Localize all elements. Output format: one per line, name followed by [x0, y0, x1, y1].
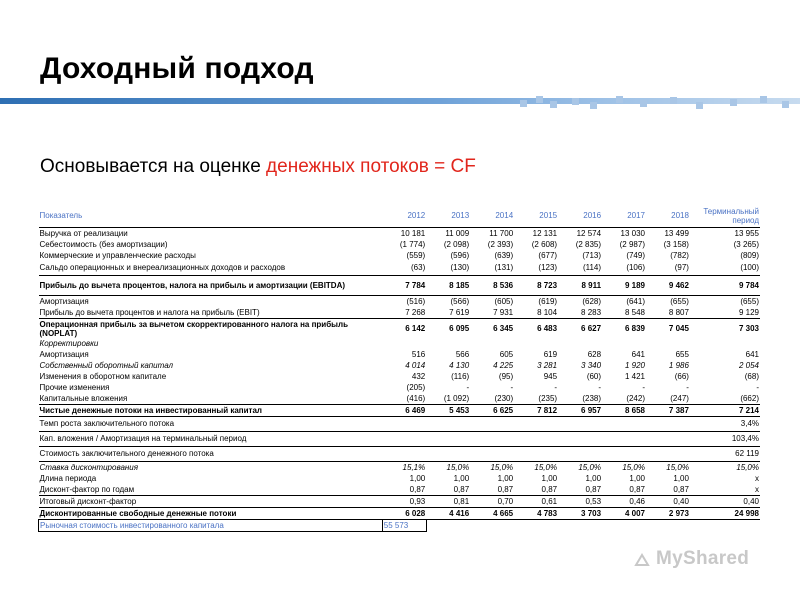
table-row: [39, 296, 761, 308]
row-label: Капитальные вложения: [39, 393, 128, 403]
empty-cell: [558, 520, 602, 532]
subtitle-prefix: Основывается на оценке: [40, 156, 267, 177]
row-value: (68): [744, 371, 759, 381]
row-value: 605: [499, 349, 514, 359]
row-value: 8 658: [602, 405, 646, 417]
header-year-2018: 2018: [646, 205, 690, 228]
row-value: 6 028: [382, 508, 426, 520]
row-value: 15,0%: [470, 462, 514, 474]
row-value: [558, 432, 602, 447]
row-label: Дисконтированные свободные денежные потоки: [39, 508, 383, 520]
empty-cell: [646, 520, 690, 532]
band-square: [782, 101, 789, 108]
row-value: (238): [582, 393, 602, 403]
table-row: [39, 473, 761, 484]
row-value: 11 700: [489, 228, 514, 238]
row-value: [558, 447, 602, 462]
row-value: 1 920: [624, 360, 645, 370]
row-value: 13 955: [734, 228, 759, 238]
row-value: [382, 447, 426, 462]
row-value: 1,00: [497, 473, 514, 483]
row-value: 15,1%: [382, 462, 426, 474]
table-row: [39, 484, 761, 496]
row-value: -: [756, 382, 759, 392]
row-value: 62 119: [690, 447, 760, 462]
row-value: 566: [455, 349, 470, 359]
table-row: [39, 508, 761, 520]
row-value: 15,0%: [426, 462, 470, 474]
row-value: [470, 432, 514, 447]
row-value: [470, 417, 514, 432]
row-value: 641: [745, 349, 759, 359]
row-value: (619): [514, 296, 558, 308]
decorative-band: [0, 94, 800, 108]
row-value: 0,93: [382, 496, 426, 508]
row-value: (1 092): [443, 393, 470, 403]
row-value: [646, 432, 690, 447]
row-value: 3 340: [581, 360, 602, 370]
row-value: [514, 447, 558, 462]
row-value: 2 054: [738, 360, 759, 370]
watermark-logo: [628, 548, 763, 570]
row-value: (63): [411, 263, 426, 272]
row-value: [514, 338, 558, 349]
band-square: [536, 96, 543, 103]
header-year-2013: 2013: [426, 205, 470, 228]
row-label: Кап. вложения / Амортизация на терминальный период: [39, 432, 383, 447]
header-year-2012: 2012: [382, 205, 426, 228]
row-value: -: [642, 382, 645, 392]
band-square: [760, 96, 767, 103]
row-value: [514, 417, 558, 432]
row-label: Собственный оборотный капитал: [39, 360, 174, 370]
row-value: 0,87: [409, 484, 426, 494]
row-value: (655): [646, 296, 690, 308]
row-value: 4 225: [493, 360, 514, 370]
row-value: 1,00: [453, 473, 470, 483]
row-value: 641: [631, 349, 645, 359]
table-row: [39, 228, 761, 240]
row-value: -: [466, 382, 470, 392]
row-label: Прочие изменения: [39, 382, 110, 392]
row-value: [514, 432, 558, 447]
row-value: 7 931: [493, 307, 514, 317]
row-value: 12 574: [576, 228, 602, 238]
row-value: (66): [674, 371, 689, 381]
table-row: [39, 496, 761, 508]
table-row: [39, 349, 761, 360]
row-value: 15,0%: [690, 462, 760, 474]
band-square: [730, 99, 737, 106]
row-label: Себестоимость (без амортизации): [39, 239, 168, 249]
row-label: Прибыль до вычета процентов, налога на прибыль и амортизации (EBITDA): [39, 276, 383, 296]
empty-cell: [690, 520, 760, 532]
row-value: (2 393): [487, 239, 514, 249]
table-row: [39, 307, 761, 319]
market-value-label: Рыночная стоимость инвестированного капитала: [39, 520, 383, 532]
row-label: Сальдо операционных и внереализационных доходов и расходов: [39, 263, 286, 272]
logo-icon: [634, 552, 650, 568]
row-value: 4 783: [514, 508, 558, 520]
table-row: [39, 371, 761, 382]
row-value: (205): [406, 382, 426, 392]
row-value: (566): [426, 296, 470, 308]
row-value: 8 807: [668, 307, 689, 317]
row-value: (3 158): [663, 239, 689, 249]
table-row: [39, 239, 761, 250]
row-value: 7 268: [405, 307, 426, 317]
row-value: 7 812: [514, 405, 558, 417]
row-value: 12 131: [532, 228, 558, 238]
row-value: (596): [450, 250, 470, 260]
row-value: 0,40: [690, 496, 760, 508]
row-value: [470, 338, 514, 349]
row-value: 0,87: [541, 484, 558, 494]
row-value: [558, 338, 602, 349]
row-value: 0,46: [602, 496, 646, 508]
row-value: 4 007: [602, 508, 646, 520]
row-value: 4 130: [449, 360, 470, 370]
row-value: (639): [494, 250, 514, 260]
table-row: [39, 447, 761, 462]
row-value: 6 483: [514, 319, 558, 339]
row-value: (641): [602, 296, 646, 308]
row-value: 7 303: [690, 319, 760, 339]
row-value: 1,00: [585, 473, 602, 483]
row-value: 0,87: [673, 484, 689, 494]
row-value: 0,81: [426, 496, 470, 508]
table-row: [39, 319, 761, 339]
row-value: (628): [558, 296, 602, 308]
row-value: (416): [406, 393, 426, 403]
row-value: 7 387: [646, 405, 690, 417]
row-label: Стоимость заключительного денежного потока: [39, 447, 383, 462]
table-header-row: [39, 205, 761, 228]
row-value: 1,00: [673, 473, 689, 483]
row-value: 0,53: [558, 496, 602, 508]
row-value: 8 185: [426, 276, 470, 296]
row-label: Прибыль до вычета процентов и налога на прибыль (EBIT): [39, 307, 260, 317]
row-value: 3 281: [537, 360, 558, 370]
band-square: [590, 102, 597, 109]
row-value: 655: [675, 349, 689, 359]
row-label: Итоговый дисконт-фактор: [39, 496, 383, 508]
band-square: [670, 97, 677, 104]
table-row: [39, 417, 761, 432]
row-value: (130): [450, 263, 470, 272]
row-value: [690, 338, 760, 349]
row-value: 24 998: [690, 508, 760, 520]
row-value: 3 703: [558, 508, 602, 520]
row-value: 6 469: [382, 405, 426, 417]
row-value: 1 986: [668, 360, 689, 370]
row-value: (2 098): [443, 239, 470, 249]
income-approach-table: [38, 205, 760, 532]
row-value: 8 283: [581, 307, 602, 317]
row-value: (123): [538, 263, 558, 272]
row-value: (247): [670, 393, 689, 403]
row-value: 628: [587, 349, 602, 359]
band-square: [550, 101, 557, 108]
row-value: 8 104: [537, 307, 558, 317]
row-value: 15,0%: [514, 462, 558, 474]
table-row: [39, 432, 761, 447]
row-value: (242): [626, 393, 645, 403]
row-value: 9 462: [646, 276, 690, 296]
row-label: Длина периода: [39, 473, 97, 483]
row-value: 6 142: [382, 319, 426, 339]
row-value: (131): [494, 263, 514, 272]
row-value: (100): [740, 263, 759, 272]
row-value: [602, 417, 646, 432]
row-value: -: [686, 382, 689, 392]
row-value: 0,87: [629, 484, 645, 494]
row-value: 1,00: [409, 473, 426, 483]
row-value: [426, 432, 470, 447]
empty-cell: [470, 520, 514, 532]
row-value: 0,40: [646, 496, 690, 508]
row-value: 432: [411, 371, 426, 381]
empty-cell: [426, 520, 470, 532]
row-value: [426, 447, 470, 462]
row-value: 6 627: [558, 319, 602, 339]
row-value: [646, 417, 690, 432]
row-value: 11 009: [445, 228, 470, 238]
row-value: 15,0%: [558, 462, 602, 474]
row-value: 5 453: [426, 405, 470, 417]
header-terminal-period: Терминальный период: [690, 205, 760, 228]
table-row: [39, 360, 761, 371]
row-value: 13 030: [620, 228, 645, 238]
band-square: [616, 96, 623, 103]
row-value: (95): [498, 371, 514, 381]
table-row: [39, 261, 761, 276]
row-label: Выручка от реализации: [39, 228, 128, 238]
row-value: 6 625: [470, 405, 514, 417]
row-label: Коммерческие и управленческие расходы: [39, 250, 196, 260]
row-value: (235): [538, 393, 558, 403]
row-value: (2 608): [531, 239, 558, 249]
row-value: -: [554, 382, 558, 392]
row-value: 0,61: [514, 496, 558, 508]
row-value: (230): [494, 393, 514, 403]
row-value: 7 045: [646, 319, 690, 339]
table-row: [39, 393, 761, 405]
row-label: Корректировки: [39, 338, 99, 348]
row-value: 1,00: [541, 473, 558, 483]
header-label: Показатель: [39, 205, 383, 228]
row-value: 7 619: [449, 307, 470, 317]
row-value: (559): [406, 250, 426, 260]
row-value: 6 345: [470, 319, 514, 339]
row-value: 2 973: [646, 508, 690, 520]
row-value: 103,4%: [690, 432, 760, 447]
row-value: 13 499: [664, 228, 689, 238]
row-value: 9 189: [602, 276, 646, 296]
row-value: (516): [382, 296, 426, 308]
row-value: -: [598, 382, 602, 392]
row-value: [558, 417, 602, 432]
row-value: 0,87: [453, 484, 470, 494]
table-row: [39, 276, 761, 296]
table-row: [39, 405, 761, 417]
header-year-2015: 2015: [514, 205, 558, 228]
band-dots: [520, 94, 800, 108]
row-value: (2 987): [619, 239, 645, 249]
row-value: 9 784: [690, 276, 760, 296]
row-value: (605): [470, 296, 514, 308]
row-value: [602, 338, 646, 349]
row-value: (655): [690, 296, 760, 308]
row-value: (116): [451, 371, 470, 381]
row-value: 1 421: [624, 371, 645, 381]
row-value: 0,87: [497, 484, 514, 494]
slide-title: Доходный подход: [40, 52, 314, 85]
row-label: Изменения в оборотном капитале: [39, 371, 167, 381]
row-value: [426, 338, 470, 349]
row-value: 8 911: [558, 276, 602, 296]
row-value: (749): [626, 250, 645, 260]
row-label: Операционная прибыль за вычетом скорректированного налога на прибыль (NOPLAT): [39, 319, 383, 339]
row-value: 8 723: [514, 276, 558, 296]
row-value: (677): [538, 250, 558, 260]
row-value: [602, 432, 646, 447]
row-value: 1,00: [629, 473, 645, 483]
row-value: 6 839: [602, 319, 646, 339]
row-value: 4 665: [470, 508, 514, 520]
row-value: 3,4%: [690, 417, 760, 432]
band-square: [520, 100, 527, 107]
row-value: [646, 447, 690, 462]
row-value: x: [755, 473, 759, 483]
row-value: x: [755, 484, 759, 494]
market-value-amount: 55 573: [382, 520, 426, 532]
table-row: [39, 250, 761, 261]
row-value: 6 095: [426, 319, 470, 339]
row-value: (97): [674, 263, 689, 272]
row-value: (106): [626, 263, 645, 272]
header-year-2017: 2017: [602, 205, 646, 228]
header-year-2016: 2016: [558, 205, 602, 228]
row-value: 8 548: [624, 307, 645, 317]
row-value: 945: [543, 371, 558, 381]
row-value: -: [510, 382, 514, 392]
row-value: 8 536: [470, 276, 514, 296]
slide-subtitle: [40, 156, 476, 178]
row-value: 0,87: [585, 484, 602, 494]
band-square: [572, 98, 579, 105]
row-value: [426, 417, 470, 432]
table-row: [39, 338, 761, 349]
band-square: [696, 102, 703, 109]
row-value: (3 265): [733, 239, 759, 249]
row-value: 0,70: [470, 496, 514, 508]
row-value: [646, 338, 690, 349]
row-value: 619: [543, 349, 558, 359]
row-label: Темп роста заключительного потока: [39, 417, 383, 432]
row-value: 10 181: [400, 228, 426, 238]
row-value: 4 416: [426, 508, 470, 520]
row-value: (782): [670, 250, 689, 260]
row-value: 6 957: [558, 405, 602, 417]
row-label: Дисконт-фактор по годам: [39, 484, 135, 494]
row-value: 9 129: [738, 307, 759, 317]
row-value: [382, 417, 426, 432]
row-value: [382, 432, 426, 447]
empty-cell: [514, 520, 558, 532]
market-value-row: [39, 520, 761, 532]
row-label: Ставка дисконтирования: [39, 462, 383, 474]
row-value: 15,0%: [646, 462, 690, 474]
row-value: (713): [582, 250, 602, 260]
row-value: 7 214: [690, 405, 760, 417]
band-square: [640, 100, 647, 107]
row-value: (60): [586, 371, 602, 381]
header-year-2014: 2014: [470, 205, 514, 228]
empty-cell: [602, 520, 646, 532]
row-value: [470, 447, 514, 462]
row-label: Амортизация: [39, 349, 89, 359]
row-value: 7 784: [382, 276, 426, 296]
row-value: [602, 447, 646, 462]
table-row: [39, 462, 761, 474]
row-value: (1 774): [399, 239, 426, 249]
table-row: [39, 382, 761, 393]
row-value: 15,0%: [602, 462, 646, 474]
subtitle-highlight: денежных потоков = CF: [266, 156, 476, 177]
row-value: (2 835): [575, 239, 602, 249]
row-value: [382, 338, 426, 349]
row-value: (809): [740, 250, 759, 260]
row-label: Чистые денежные потоки на инвестированный капитал: [39, 405, 383, 417]
row-value: 4 014: [405, 360, 426, 370]
row-value: (662): [740, 393, 759, 403]
row-value: 516: [411, 349, 426, 359]
logo-text: MyShared: [656, 548, 750, 569]
row-value: (114): [582, 263, 602, 272]
row-label: Амортизация: [39, 296, 383, 308]
